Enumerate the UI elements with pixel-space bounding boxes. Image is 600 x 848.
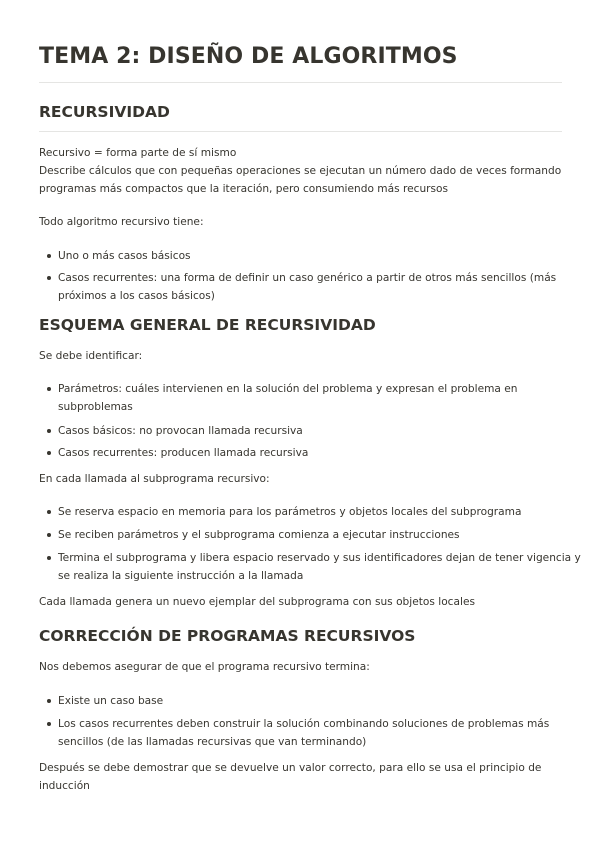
- paragraph-intro: En cada llamada al subprograma recursivo:: [39, 473, 270, 485]
- bullet-icon: [47, 699, 51, 703]
- bullet-icon: [47, 722, 51, 726]
- paragraph-outro: inducción: [39, 780, 90, 792]
- list-item: [39, 444, 562, 462]
- bullet-icon: [47, 387, 51, 391]
- paragraph-intro: Se debe identificar:: [39, 350, 143, 362]
- list-item: [39, 422, 562, 440]
- list-item: [39, 269, 562, 305]
- list-item-text: sencillos (de las llamadas recursivas que van terminando): [58, 736, 367, 748]
- list-item-text: Se reserva espacio en memoria para los parámetros y objetos locales del subprograma: [58, 506, 522, 518]
- list-item-text: Los casos recurrentes deben construir la solución combinando soluciones de problemas más: [58, 718, 550, 730]
- list-item-text: Se reciben parámetros y el subprograma comienza a ejecutar instrucciones: [58, 529, 460, 541]
- list-item: [39, 715, 562, 751]
- list-item-text: Parámetros: cuáles intervienen en la solución del problema y expresan el problema en: [58, 383, 518, 395]
- bullet-icon: [47, 510, 51, 514]
- list-item: [39, 692, 562, 710]
- title-divider: [39, 82, 562, 83]
- paragraph-outro: Después se debe demostrar que se devuelve un valor correcto, para ello se usa el principio de: [39, 762, 542, 774]
- list-item-text: Termina el subprograma y libera espacio reservado y sus identificadores dejan de tener vigencia y: [58, 552, 581, 564]
- list-item-text: se realiza la siguiente instrucción a la llamada: [58, 570, 304, 582]
- list-item-text: subproblemas: [58, 401, 133, 413]
- list-item: [39, 549, 581, 585]
- list-item: [39, 380, 562, 416]
- section-divider: [39, 131, 562, 132]
- list-item-text: Casos recurrentes: producen llamada recursiva: [58, 447, 309, 459]
- paragraph-line: programas más compactos que la iteración, pero consumiendo más recursos: [39, 183, 449, 195]
- bullet-icon: [47, 429, 51, 433]
- list-item-text: Existe un caso base: [58, 695, 164, 707]
- paragraph-intro: Nos debemos asegurar de que el programa recursivo termina:: [39, 661, 370, 673]
- section-heading-esquema: ESQUEMA GENERAL DE RECURSIVIDAD: [39, 316, 376, 334]
- list-item: [39, 526, 562, 544]
- bullet-icon: [47, 254, 51, 258]
- section-heading-recursividad: RECURSIVIDAD: [39, 103, 170, 121]
- bullet-icon: [47, 556, 51, 560]
- bullet-icon: [47, 533, 51, 537]
- list-item-text: próximos a los casos básicos): [58, 290, 215, 302]
- page-title: TEMA 2: DISEÑO DE ALGORITMOS: [39, 44, 458, 69]
- list-item: [39, 247, 562, 265]
- bullet-icon: [47, 451, 51, 455]
- list-item-text: Uno o más casos básicos: [58, 250, 191, 262]
- section-heading-correccion: CORRECCIÓN DE PROGRAMAS RECURSIVOS: [39, 627, 416, 645]
- list-item-text: Casos recurrentes: una forma de definir un caso genérico a partir de otros más sencillos (más: [58, 272, 557, 284]
- paragraph-outro: Cada llamada genera un nuevo ejemplar del subprograma con sus objetos locales: [39, 596, 475, 608]
- paragraph-line: Recursivo = forma parte de sí mismo: [39, 147, 237, 159]
- list-item-text: Casos básicos: no provocan llamada recursiva: [58, 425, 303, 437]
- paragraph-line: Describe cálculos que con pequeñas operaciones se ejecutan un número dado de veces formando: [39, 165, 562, 177]
- bullet-icon: [47, 276, 51, 280]
- list-item: [39, 503, 562, 521]
- paragraph-intro: Todo algoritmo recursivo tiene:: [39, 216, 204, 228]
